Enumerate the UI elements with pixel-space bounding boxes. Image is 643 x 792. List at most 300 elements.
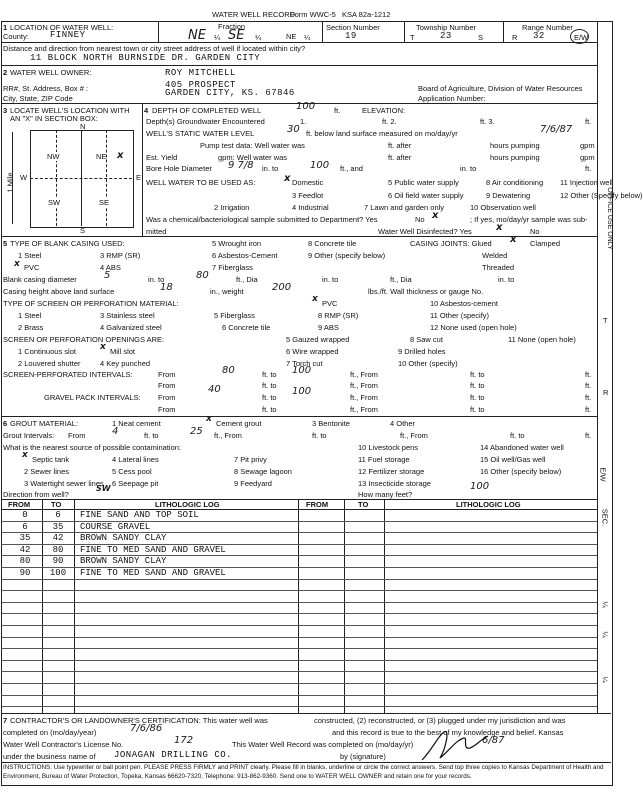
log-cell-to: 42 (52, 533, 64, 544)
section-number: 6 (3, 419, 8, 428)
bore-ft-2: ft. (585, 164, 592, 173)
screen-pvc-mark: x (312, 294, 318, 304)
log-cell-to: 6 (55, 510, 61, 520)
grid-dash (106, 130, 107, 226)
rule (1, 65, 597, 66)
log-cell-to: 35 (52, 521, 64, 532)
section-number-value: 19 (345, 31, 357, 41)
record-date: 6/87 (482, 735, 505, 746)
log-cell-from: 90 (19, 568, 31, 578)
groundwater-ft: ft. (585, 117, 592, 126)
opening-louvered[interactable]: 2 Louvered shutter (18, 359, 81, 368)
cement-grout-mark: x (206, 414, 212, 424)
compass-e: E (136, 173, 142, 182)
septic-mark: x (22, 450, 28, 460)
opening-gauzed[interactable]: 5 Gauzed wrapped (286, 335, 350, 344)
direction-label: Direction from well? (3, 490, 69, 499)
yield-after: ft. after (388, 153, 412, 162)
gravel-from-value: 40 (208, 384, 221, 395)
casing-steel[interactable]: 1 Steel (18, 251, 42, 260)
section-number: 3 (3, 106, 8, 115)
board-label: Board of Agriculture, Division of Water Resources (418, 84, 583, 93)
grout-cement[interactable]: Cement grout (216, 419, 262, 428)
log-cell-desc: FINE TO MED SAND AND GRAVEL (80, 544, 226, 555)
diam-in-to: in. to (148, 275, 165, 284)
compass-n: N (80, 122, 86, 131)
howmany-value: 100 (470, 481, 490, 492)
completed-date: 7/6/86 (130, 723, 163, 734)
section-box[interactable] (30, 130, 134, 228)
log-header-to-2: TO (358, 500, 369, 509)
weight-lbs: lbs./ft. Wall thickness or gauge No. (368, 287, 484, 296)
opening-other[interactable]: 10 Other (specify) (398, 359, 458, 368)
perf-intervals-label: SCREEN-PERFORATED INTERVALS: (3, 370, 133, 379)
screen-asbestos[interactable]: 10 Asbestos-cement (430, 299, 498, 308)
casing-concrete[interactable]: 8 Concrete tile (308, 239, 357, 248)
perf-ft: ft. (585, 370, 592, 379)
section-number-label: Section Number (326, 23, 380, 32)
chem-no: No (415, 215, 425, 224)
casing-fiberglass[interactable]: 7 Fiberglass (212, 263, 253, 272)
screen-brass[interactable]: 2 Brass (18, 323, 44, 332)
quad-sw: SW (48, 198, 61, 207)
township-value: 23 (440, 31, 452, 41)
county-value: FINNEY (50, 30, 86, 40)
casing-pvc[interactable]: PVC (24, 263, 40, 272)
range-ew: E/W (574, 33, 589, 42)
gravel-from: From (158, 393, 176, 402)
gravel-ft-to: ft. to (262, 393, 277, 402)
use-lawn[interactable]: 7 Lawn and garden only (364, 203, 445, 212)
opening-continuous[interactable]: 1 Continuous slot (18, 347, 76, 356)
contam-insecticide[interactable]: 13 Insecticide storage (358, 479, 431, 488)
opening-none[interactable]: 11 None (open hole) (508, 335, 576, 344)
contam-sewer[interactable]: 2 Sewer lines (24, 467, 70, 476)
range-label: Range Number (522, 23, 573, 32)
screen-concrete[interactable]: 6 Concrete tile (222, 323, 271, 332)
joints-threaded: Threaded (482, 263, 515, 272)
quarter-mark: ¼ (214, 33, 221, 42)
use-industrial[interactable]: 4 Industrial (292, 203, 329, 212)
log-row-rule (1, 660, 597, 661)
mile-label: 1 Mile (5, 172, 15, 193)
distance-value: 11 BLOCK NORTH BURNSIDE DR. GARDEN CITY (30, 53, 261, 63)
disinfected-label: Water Well Disinfected? Yes (378, 227, 472, 236)
contam-abandoned[interactable]: 14 Abandoned water well (480, 443, 564, 452)
use-aircon[interactable]: 8 Air conditioning (486, 178, 544, 187)
contam-watertight[interactable]: 3 Watertight sewer lines (24, 479, 104, 488)
height-weight: in., weight (210, 287, 244, 296)
pump-after: ft. after (388, 141, 412, 150)
quad-nw: NW (47, 152, 60, 161)
diam-in-to-2: in. to (322, 275, 339, 284)
pvc-mark: x (14, 259, 20, 269)
license-value: 172 (174, 735, 194, 746)
log-cell-desc: FINE TO MED SAND AND GRAVEL (80, 568, 226, 578)
grout-ft: ft. (585, 431, 592, 440)
bore-label: Bore Hole Diameter (146, 164, 212, 173)
use-observation[interactable]: 10 Observation well (470, 203, 536, 212)
log-header-lithologic: LITHOLOGIC LOG (155, 500, 220, 509)
perf-from-value: 80 (222, 365, 235, 376)
log-header-from: FROM (8, 500, 31, 509)
log-cell-from: 0 (22, 510, 28, 520)
quarter-mark: ¼ (255, 33, 262, 42)
screen-pvc[interactable]: PVC (322, 299, 338, 308)
log-cell-from: 80 (19, 556, 31, 567)
signature-scribble (420, 728, 490, 764)
quad-ne: NE (96, 152, 107, 161)
static-tail: ft. below land surface measured on mo/day/yr (306, 129, 458, 138)
screen-rmp[interactable]: 8 RMP (SR) (318, 311, 359, 320)
rule (322, 21, 323, 42)
grid-dash (56, 130, 57, 226)
pump-hours: hours pumping (490, 141, 540, 150)
log-cell-desc: FINE SAND AND TOP SOIL (80, 510, 199, 520)
rule (503, 21, 504, 42)
use-other[interactable]: 12 Other (Specify below) (560, 191, 643, 200)
contam-label: What is the nearest source of possible contamination: (3, 443, 182, 452)
log-row-rule (1, 613, 597, 614)
groundwater-1: 1. (300, 117, 307, 126)
use-oilfield[interactable]: 6 Oil field water supply (388, 191, 464, 200)
grout-ft-from-2: ft., From (400, 431, 428, 440)
grout-to-value: 25 (190, 426, 203, 437)
contam-livestock[interactable]: 10 Livestock pens (358, 443, 419, 452)
joints-label: CASING JOINTS: Glued (410, 239, 492, 248)
rule (384, 499, 385, 713)
grout-ft-to-3: ft. to (510, 431, 525, 440)
fraction-2: SE (228, 28, 245, 43)
casing-abs[interactable]: 4 ABS (100, 263, 121, 272)
contam-septic[interactable]: Septic tank (32, 455, 70, 464)
contam-other[interactable]: 16 Other (specify below) (480, 467, 562, 476)
pump-gpm: gpm (580, 141, 595, 150)
use-domestic[interactable]: Domestic (292, 178, 324, 187)
perf-ft-from: ft., From (350, 370, 378, 379)
opening-key[interactable]: 4 Key punched (100, 359, 151, 368)
grid-dash (30, 178, 132, 179)
log-header-lithologic-2: LITHOLOGIC LOG (456, 500, 521, 509)
margin-ew: E/W (598, 467, 608, 482)
quad-se: SE (99, 198, 110, 207)
height-value: 18 (160, 282, 173, 293)
rule (158, 21, 159, 42)
fraction-1: NE (188, 28, 206, 43)
contam-fertilizer[interactable]: 12 Fertilizer storage (358, 467, 425, 476)
screen-none[interactable]: 12 None used (open hole) (430, 323, 517, 332)
log-cell-from: 35 (19, 533, 31, 544)
log-row-rule (1, 648, 597, 649)
license-label: Water Well Contractor's License No. (3, 740, 124, 749)
grout-neat[interactable]: 1 Neat cement (112, 419, 161, 428)
yield-label: Est. Yield (146, 153, 178, 162)
log-row-rule (1, 671, 597, 672)
log-row-rule (1, 625, 597, 626)
perf-from-2: From (158, 381, 176, 390)
log-row-rule (1, 695, 597, 696)
depth-ft: ft. (334, 106, 341, 115)
openings-label: SCREEN OR PERFORATION OPENINGS ARE: (3, 335, 165, 344)
opening-saw[interactable]: 8 Saw cut (410, 335, 443, 344)
compass-w: W (20, 173, 28, 182)
screen-galvanized[interactable]: 4 Galvanized steel (100, 323, 162, 332)
margin-q2: ¼ (600, 631, 610, 638)
city-label: City, State, ZIP Code (3, 94, 73, 103)
diam-ft-dia: ft., Dia (236, 275, 258, 284)
log-header-from-2: FROM (306, 500, 329, 509)
record-label: This Water Well Record was completed on (mo/day/yr) (232, 740, 414, 749)
business-name: JONAGAN DRILLING CO. (114, 750, 233, 760)
section-number: 5 (3, 239, 8, 248)
mill-slot-mark: x (100, 342, 106, 352)
disinfected-mark: x (496, 222, 503, 233)
contam-lagoon[interactable]: 8 Sewage lagoon (234, 467, 292, 476)
grout-intervals-label: Grout Intervals: (3, 431, 55, 440)
contam-cess[interactable]: 5 Cess pool (112, 467, 152, 476)
quarter-mark: ¼ (304, 33, 311, 42)
ew-circle (570, 29, 589, 44)
diam-ft-dia-2: ft., Dia (390, 275, 412, 284)
gravel-ft-to-4: ft. to (470, 405, 485, 414)
true-text: and this record is true to the best of my knowledge and belief. Kansas (332, 728, 564, 737)
screen-stainless[interactable]: 3 Stainless steel (100, 311, 155, 320)
yield-mid: gpm: Well water was (218, 153, 288, 162)
margin-r: R (603, 388, 609, 397)
section-number: 4 (144, 106, 149, 115)
perf-ft-to-4: ft. to (470, 381, 485, 390)
use-feedlot[interactable]: 3 Feedlot (292, 191, 324, 200)
log-cell-from: 42 (19, 544, 31, 555)
screen-fiberglass[interactable]: 5 Fiberglass (214, 311, 255, 320)
opening-torch[interactable]: 7 Torch cut (286, 359, 323, 368)
fraction-3: NE (286, 32, 297, 41)
perf-ft-to-2: ft. to (470, 370, 485, 379)
rule (1, 42, 597, 43)
chem-label: Was a chemical/bacteriological sample submitted to Department? Yes (146, 215, 378, 224)
joints-mark: x (510, 234, 517, 245)
log-cell-desc: COURSE GRAVEL (80, 521, 151, 532)
completed-label: completed on (mo/day/year) (3, 728, 97, 737)
opening-mill[interactable]: Mill slot (110, 347, 136, 356)
use-public[interactable]: 5 Public water supply (388, 178, 459, 187)
bore-to: 100 (310, 160, 330, 171)
distance-label: Distance and direction from nearest town or city street address of well if located within city? (3, 44, 306, 53)
section-number: 7 (3, 716, 8, 725)
yield-gpm: gpm (580, 153, 595, 162)
casing-other[interactable]: 9 Other (specify below) (308, 251, 386, 260)
contam-oilgas[interactable]: 15 Oil well/Gas well (480, 455, 546, 464)
groundwater-2: ft. 2. (382, 117, 397, 126)
grout-from: From (68, 431, 86, 440)
log-row-rule (1, 579, 597, 580)
business-label: under the business name of (3, 752, 96, 761)
rule (404, 21, 405, 42)
contam-pit[interactable]: 7 Pit privy (234, 455, 267, 464)
rr-label: RR#, St. Address, Box # : (3, 84, 89, 93)
grout-label: GROUT MATERIAL: (10, 419, 79, 428)
office-use-divider (597, 21, 598, 713)
instructions: INSTRUCTIONS: Use typewriter or ball point pen. PLEASE PRESS FIRMLY and PRINT clearly. Please fill in blanks, underline or circle the correct answers. Send top three copies to Kansas Department of Health and Environment, Bureau of Water Protection, Topeka, Kansas 66620-7320, Telephone: 913-862-9360. Send one to WATER WELL OWNER and retain one for your records. (3, 764, 604, 780)
casing-rmp[interactable]: 3 RMP (SR) (100, 251, 141, 260)
rule (74, 499, 75, 713)
screen-abs[interactable]: 9 ABS (318, 323, 339, 332)
diam-in-to-3: in. to (498, 275, 515, 284)
locate-label-2: AN "X" IN SECTION BOX: (10, 114, 98, 123)
grout-bentonite[interactable]: 3 Bentonite (312, 419, 350, 428)
locate-label-1: LOCATE WELL'S LOCATION WITH (10, 106, 130, 115)
range-r: R (512, 33, 518, 42)
gravel-ft-2: ft. (585, 405, 592, 414)
static-date: 7/6/87 (540, 124, 573, 135)
perf-from: From (158, 370, 176, 379)
direction-value: SW (96, 484, 111, 493)
gravel-to-value: 100 (292, 386, 312, 397)
pump-test-label: Pump test data: Well water was (200, 141, 305, 150)
log-cell-to: 90 (52, 556, 64, 567)
joints-welded: Welded (482, 251, 508, 260)
rule (12, 132, 13, 224)
screen-label: TYPE OF SCREEN OR PERFORATION MATERIAL: (3, 299, 179, 308)
log-row-rule (1, 683, 597, 684)
gravel-ft-to-3: ft. to (262, 405, 277, 414)
rule (42, 499, 43, 713)
joints-clamped: Clamped (530, 239, 561, 248)
opening-drilled[interactable]: 9 Drilled holes (398, 347, 446, 356)
cert-label-tail: constructed, (2) reconstructed, or (3) plugged under my jurisdiction and was (314, 716, 566, 725)
owner-city: GARDEN CITY, KS. 67846 (165, 88, 295, 98)
grout-ft-from: ft., From (214, 431, 242, 440)
casing-label: TYPE OF BLANK CASING USED: (10, 239, 125, 248)
bore-in: in. to (262, 164, 279, 173)
log-cell-to: 100 (49, 568, 67, 578)
static-value: 30 (287, 124, 300, 135)
mitted: mitted (146, 227, 167, 236)
grout-other[interactable]: 4 Other (390, 419, 416, 428)
perf-to-value: 100 (292, 365, 312, 376)
well-location-mark: x (117, 150, 124, 161)
log-cell-to: 80 (52, 544, 64, 555)
log-row-rule (1, 637, 597, 638)
disinfected-no: No (530, 227, 540, 236)
fraction-label: Fraction (218, 22, 246, 31)
rule (1, 762, 611, 763)
log-row-rule (1, 602, 597, 603)
owner-address: 405 PROSPECT (165, 80, 236, 90)
log-cell-desc: BROWN SANDY CLAY (80, 533, 167, 544)
diam-value: 5 (104, 270, 111, 281)
elevation-label: ELEVATION: (362, 106, 406, 115)
office-use-label: OFFICE USE ONLY (605, 187, 613, 250)
margin-t: T (603, 316, 608, 325)
owner-label: WATER WELL OWNER: (10, 68, 92, 77)
gravel-from-2: From (158, 405, 176, 414)
rule (298, 499, 299, 713)
section-number: 2 (3, 68, 8, 77)
gravel-label: GRAVEL PACK INTERVALS: (44, 393, 141, 402)
use-injection[interactable]: 11 Injection well (560, 178, 613, 187)
form-title: WATER WELL RECORD (212, 10, 296, 19)
use-dewatering[interactable]: 9 Dewatering (486, 191, 531, 200)
casing-asbestos[interactable]: 6 Asbestos-Cement (212, 251, 278, 260)
log-row-rule (1, 590, 597, 591)
groundwater-label: Depth(s) Groundwater Encountered (146, 117, 265, 126)
chem-mark: x (432, 210, 439, 221)
contam-fuel[interactable]: 11 Fuel storage (358, 455, 410, 464)
casing-wrought[interactable]: 5 Wrought iron (212, 239, 262, 248)
location-label: LOCATION OF WATER WELL: (10, 23, 114, 32)
contam-feedyard[interactable]: 9 Feedyard (234, 479, 272, 488)
weight-value: 200 (272, 282, 292, 293)
perf-ft-to-3: ft. to (262, 381, 277, 390)
static-label: WELL'S STATIC WATER LEVEL (146, 129, 255, 138)
height-label: Casing height above land surface (3, 287, 115, 296)
log-header-to: TO (51, 500, 62, 509)
county-label: County: (3, 32, 29, 41)
form-number: Form WWC-5 (290, 10, 336, 19)
margin-q3: ¼ (600, 676, 610, 683)
gravel-ft-from: ft., From (350, 393, 378, 402)
groundwater-3: ft. 3. (480, 117, 495, 126)
diam-to-value: 80 (196, 270, 209, 281)
screen-steel[interactable]: 1 Steel (18, 311, 42, 320)
log-row-rule (1, 706, 597, 707)
chem-tail: ; If yes, mo/day/yr sample was sub- (470, 215, 588, 224)
range-value: 32 (533, 31, 545, 41)
bore-in-2: in. to (460, 164, 477, 173)
rule (1, 416, 597, 417)
margin-sec: SEC. (600, 508, 610, 527)
township-label: Township Number (416, 23, 477, 32)
bore-ft: ft., and (340, 164, 363, 173)
grout-ft-to: ft. to (144, 431, 159, 440)
rule (1, 713, 611, 714)
cert-label: CONTRACTOR'S OR LANDOWNER'S CERTIFICATION: This water well was (10, 716, 268, 725)
bore-value: 9 7/8 (228, 160, 254, 171)
grout-from-value: 4 (112, 426, 119, 437)
perf-ft-from-2: ft., From (350, 381, 378, 390)
contam-lateral[interactable]: 4 Lateral lines (112, 455, 159, 464)
section-number: 1 (3, 23, 8, 32)
domestic-mark: x (284, 173, 291, 184)
rule (344, 499, 345, 713)
depth-label: DEPTH OF COMPLETED WELL (152, 106, 262, 115)
rule (1, 236, 597, 237)
howmany-label: How many feet? (358, 490, 413, 499)
grout-ft-to-2: ft. to (312, 431, 327, 440)
use-label: WELL WATER TO BE USED AS: (146, 178, 256, 187)
gravel-ft-to-2: ft. to (470, 393, 485, 402)
log-cell-desc: BROWN SANDY CLAY (80, 556, 167, 567)
compass-s: S (80, 226, 86, 235)
opening-wire[interactable]: 6 Wire wrapped (286, 347, 339, 356)
margin-q1: ¼ (600, 601, 610, 608)
signature-label: by (signature) (340, 752, 386, 761)
township-t: T (410, 33, 415, 42)
rule (142, 103, 143, 236)
log-cell-from: 6 (22, 521, 28, 532)
perf-ft-2: ft. (585, 381, 592, 390)
screen-other[interactable]: 11 Other (specify) (430, 311, 490, 320)
gravel-ft: ft. (585, 393, 592, 402)
diam-label: Blank casing diameter (3, 275, 77, 284)
application-label: Application Number: (418, 94, 486, 103)
use-irrigation[interactable]: 2 Irrigation (214, 203, 250, 212)
yield-hours: hours pumping (490, 153, 540, 162)
form-ksa: KSA 82a-1212 (342, 10, 391, 19)
township-s: S (478, 33, 484, 42)
contam-seepage[interactable]: 6 Seepage pit (112, 479, 159, 488)
